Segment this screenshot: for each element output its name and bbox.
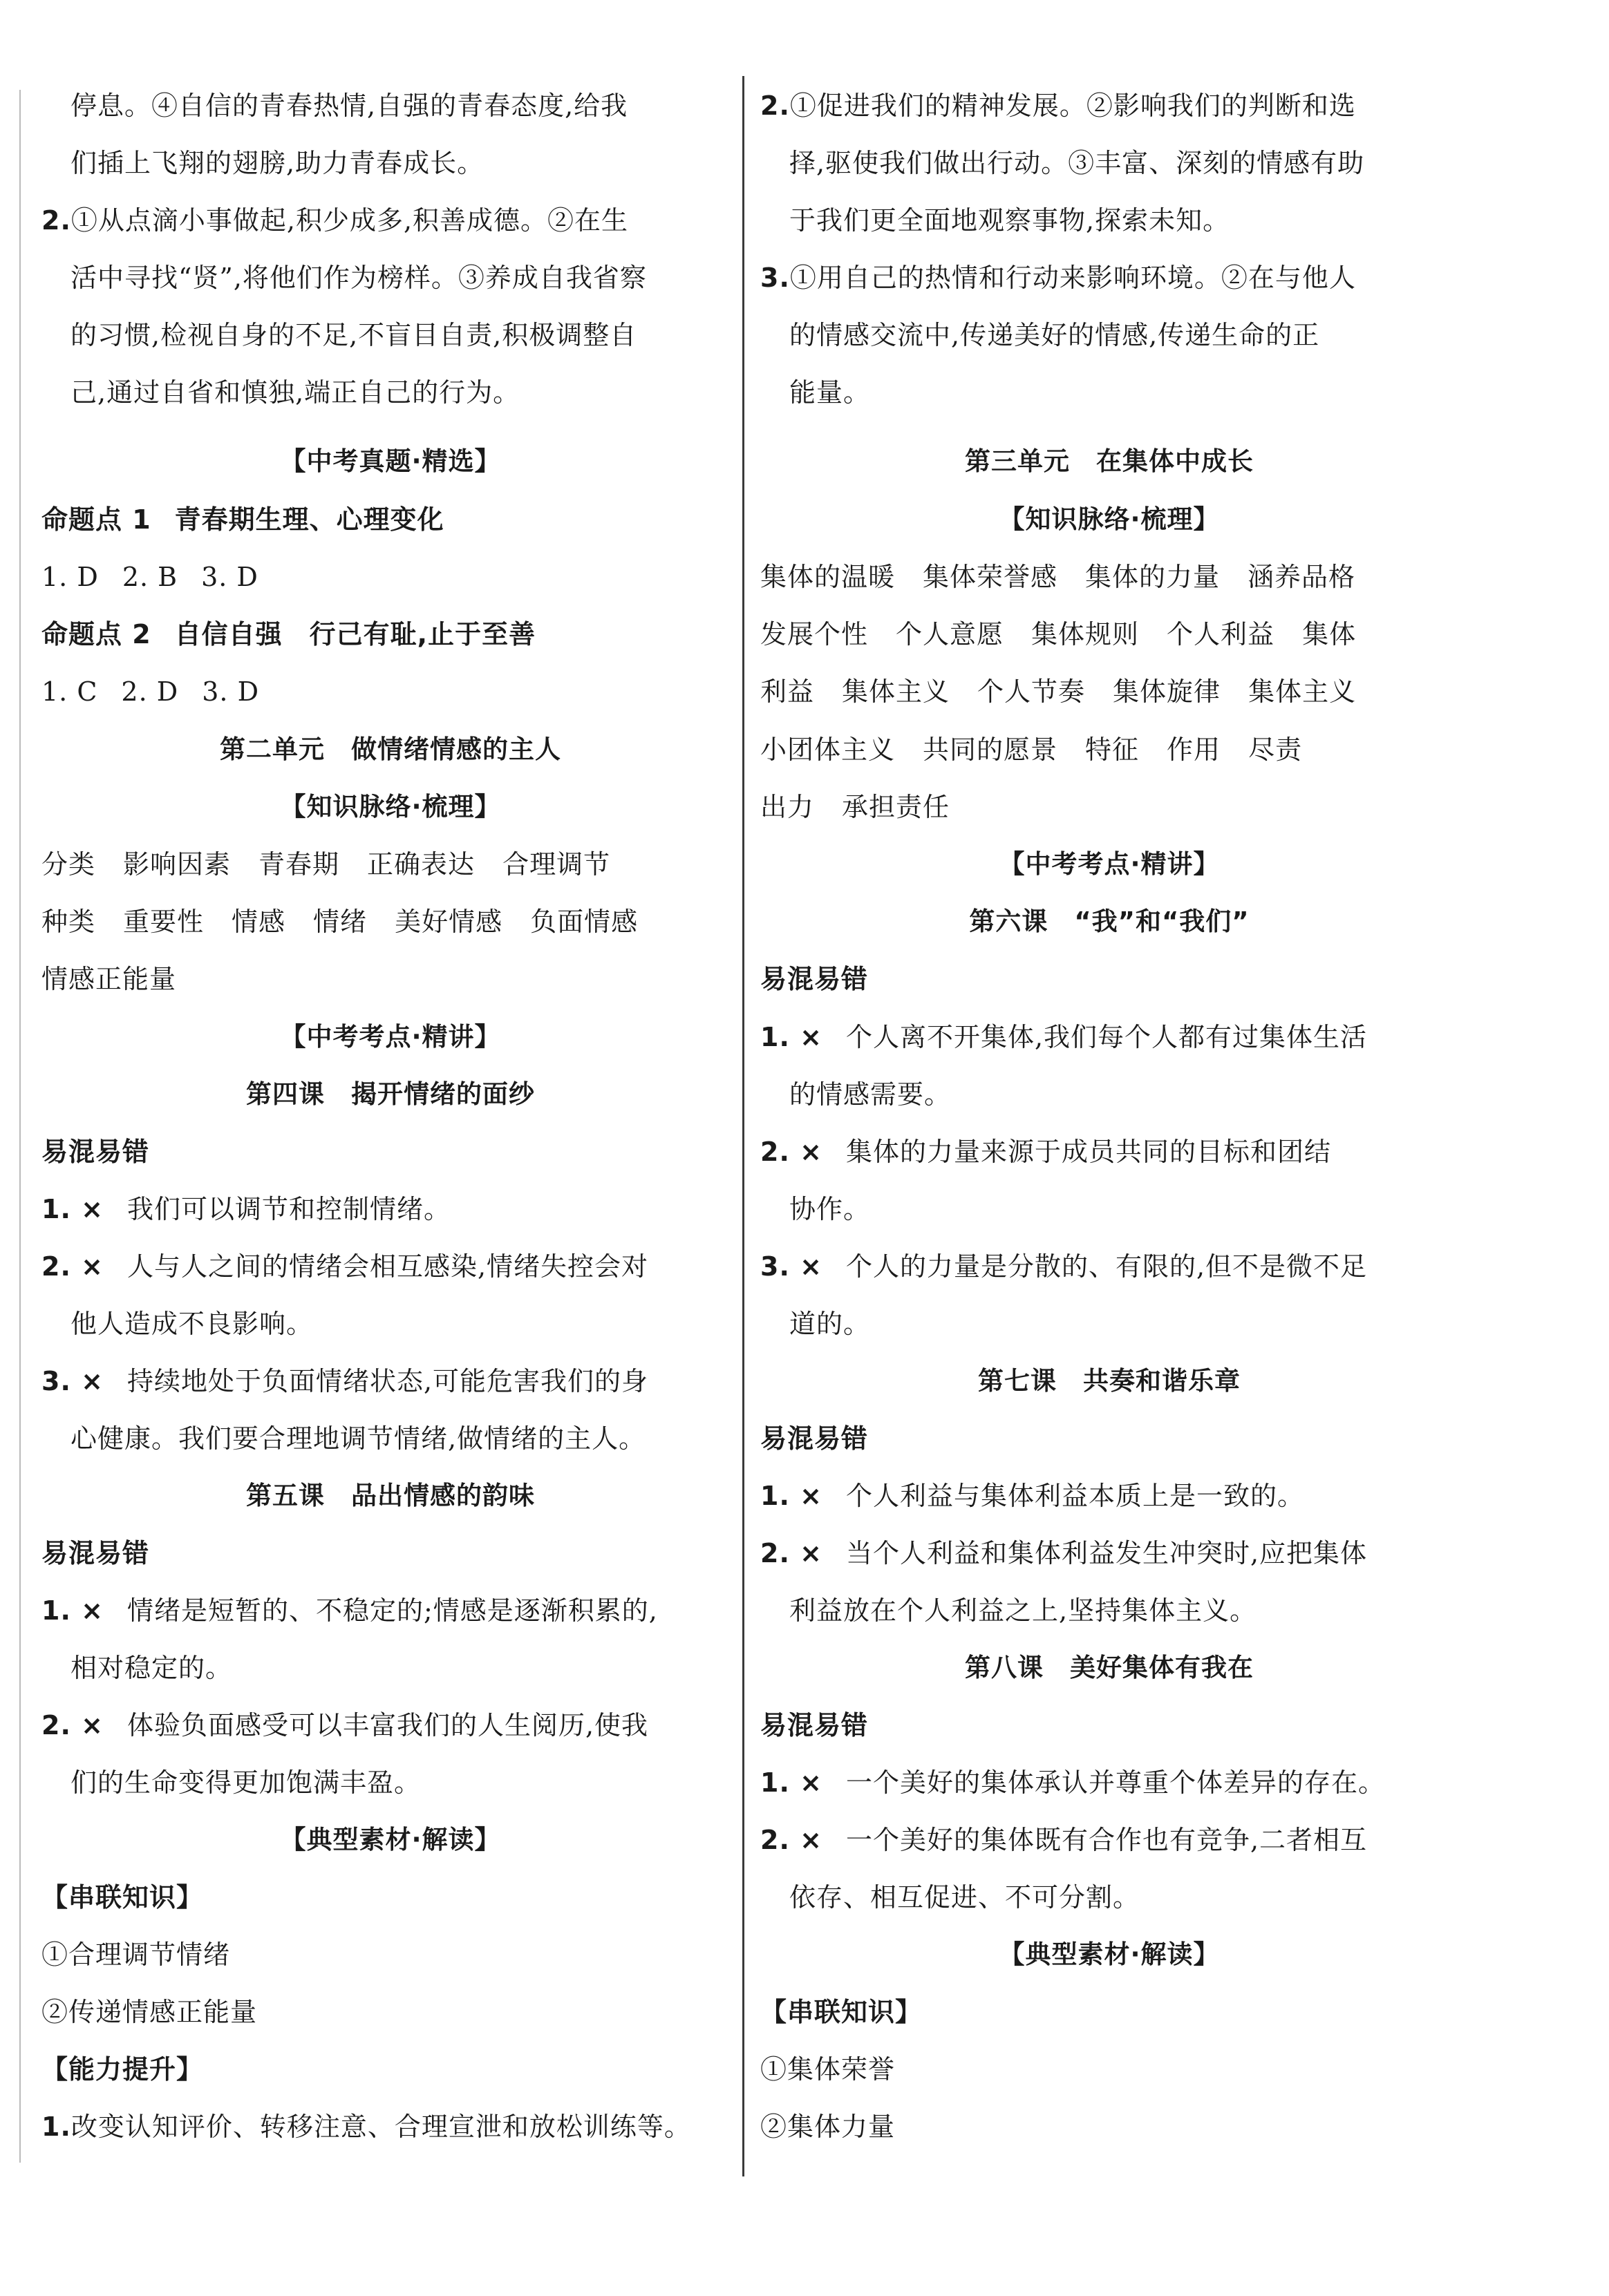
keyword-row [760,732,1302,767]
item-number: 1. × [760,1481,822,1511]
list-item: ①集体荣誉 [760,2054,896,2085]
answer-item [760,1479,1304,1513]
item-number: 1. × [41,1595,104,1626]
keyword: 集体主义 [1248,676,1357,707]
lesson-title: 第五课 品出情感的韵味 [246,1481,535,1510]
answer-item [41,2109,691,2144]
keyword: 个人意愿 [896,619,1004,649]
item-number: 2. [760,91,790,121]
keyword-row [760,617,1356,652]
subheading: 易混易错 [760,1710,869,1740]
section-heading: 【知识脉络·梳理】 [280,792,501,822]
keyword: 作用 [1167,734,1221,765]
keyword: 正确表达 [367,849,476,880]
keyword: 尽责 [1248,734,1303,765]
keyword: 共同的愿景 [923,734,1058,765]
answer-row [41,560,258,594]
item-text: ①用自己的热情和行动来影响环境。②在与他人 [789,263,1356,293]
item-text: 一个美好的集体承认并尊重个体差异的存在。 [845,1767,1385,1798]
list-item: ②集体力量 [760,2112,896,2142]
item-text: 个人利益与集体利益本质上是一致的。 [845,1481,1304,1511]
item-text: 一个美好的集体既有合作也有竞争,二者相互 [845,1825,1368,1855]
keyword: 集体 [1302,619,1357,649]
keyword: 出力 [760,792,815,822]
unit-title: 第二单元 做情绪情感的主人 [220,734,561,764]
text-line: 的习惯,检视自身的不足,不盲目自责,积极调整自 [70,320,637,350]
keyword-row [41,904,638,939]
answer-item [760,1765,1385,1800]
keyword: 情绪 [313,907,368,937]
item-text: 当个人利益和集体利益发生冲突时,应把集体 [845,1538,1368,1568]
text-line: 的情感交流中,传递美好的情感,传递生命的正 [789,320,1320,350]
keyword: 发展个性 [760,619,869,649]
item-text: 情绪是短暂的、不稳定的;情感是逐渐积累的, [126,1595,658,1626]
answer: 2. D [121,676,179,707]
text-line: 择,驱使我们做出行动。③丰富、深刻的情感有助 [789,148,1365,178]
keyword: 集体荣誉感 [923,562,1058,592]
answer-item [760,1823,1367,1857]
answer: 1. C [41,676,98,707]
item-number: 1. × [41,1194,104,1224]
item-text: 改变认知评价、转移注意、合理宣泄和放松训练等。 [70,2112,691,2142]
topic-label: 命题点 1 [41,504,151,535]
section-heading: 【典型素材·解读】 [999,1939,1220,1969]
item-number: 1. × [760,1022,822,1052]
keyword: 利益 [760,676,815,707]
topic-text: 青春期生理、心理变化 [174,504,444,535]
item-text: 体验负面感受可以丰富我们的人生阅历,使我 [126,1710,649,1740]
answer-item [41,1249,648,1284]
text-line: 心健康。我们要合理地调节情绪,做情绪的主人。 [70,1423,646,1454]
keyword: 小团体主义 [760,734,896,765]
unit-title: 第三单元 在集体中成长 [965,446,1254,476]
text-line: 的情感需要。 [789,1079,952,1110]
text-line: 们插上飞翔的翅膀,助力青春成长。 [70,148,484,178]
text-line: 停息。④自信的青春热情,自强的青春态度,给我 [70,91,628,121]
answer-item [41,1593,658,1628]
keyword: 负面情感 [530,907,639,937]
answer-item [760,1536,1367,1571]
answer: 3. D [202,676,260,707]
keyword: 特征 [1085,734,1140,765]
item-number: 2. × [41,1710,104,1740]
subheading: 【串联知识】 [41,1882,204,1913]
item-number: 1. × [760,1767,822,1798]
section-heading: 【典型素材·解读】 [280,1825,501,1854]
list-item: ②传递情感正能量 [41,1997,258,2027]
text-line: 于我们更全面地观察事物,探索未知。 [789,205,1230,236]
topic-point [41,617,536,652]
item-text: 个人离不开集体,我们每个人都有过集体生活 [845,1022,1368,1052]
answer: 3. D [201,562,258,592]
text-line: 己,通过自省和慎独,端正自己的行为。 [70,377,520,408]
item-number: 2. [41,205,71,236]
keyword: 合理调节 [502,849,611,880]
answer-item [760,1020,1367,1054]
text-line: 活中寻找“贤”,将他们作为榜样。③养成自我省察 [70,263,647,293]
keyword-row [760,560,1355,594]
keyword-row [760,790,950,824]
item-number: 1. [41,2112,71,2142]
topic-text: 自信自强 行己有耻,止于至善 [174,619,536,649]
answer-item [760,1135,1331,1169]
answer-item [760,1249,1367,1284]
keyword: 集体规则 [1031,619,1140,649]
column-divider [742,76,744,2176]
answer-row [41,674,259,709]
keyword: 集体旋律 [1113,676,1221,707]
keyword-row [41,847,610,882]
subheading: 易混易错 [760,964,869,994]
answer-item [41,1192,451,1226]
keyword-row [41,962,176,996]
item-text: 个人的力量是分散的、有限的,但不是微不足 [845,1251,1368,1282]
keyword: 美好情感 [395,907,503,937]
answer-item [760,260,1356,295]
keyword: 承担责任 [842,792,950,822]
text-line: 能量。 [789,377,871,408]
subheading: 易混易错 [41,1538,150,1568]
text-line: 相对稳定的。 [70,1653,233,1683]
keyword: 青春期 [258,849,340,880]
item-text: 人与人之间的情绪会相互感染,情绪失控会对 [126,1251,649,1282]
item-text: 集体的力量来源于成员共同的目标和团结 [845,1137,1331,1167]
section-heading: 【知识脉络·梳理】 [999,504,1220,534]
list-item: ①合理调节情绪 [41,1939,231,1970]
answer-item [760,88,1356,123]
item-number: 2. × [760,1137,822,1167]
lesson-title: 第八课 美好集体有我在 [965,1653,1254,1682]
item-text: 我们可以调节和控制情绪。 [126,1194,451,1224]
keyword: 个人利益 [1167,619,1275,649]
section-heading: 【中考真题·精选】 [280,446,501,476]
keyword: 情感 [232,907,286,937]
keyword: 种类 [41,907,96,937]
text-line: 道的。 [789,1309,871,1339]
answer-item [41,1708,648,1743]
text-line: 他人造成不良影响。 [70,1309,314,1339]
text-line: 利益放在个人利益之上,坚持集体主义。 [789,1595,1257,1626]
subheading: 易混易错 [41,1137,150,1167]
item-number: 2. × [760,1825,822,1855]
item-number: 2. × [41,1251,104,1282]
text-line: 们的生命变得更加饱满丰盈。 [70,1767,422,1798]
answer-item [41,203,628,238]
answer: 2. B [122,562,178,592]
keyword-row [760,674,1356,709]
lesson-title: 第七课 共奏和谐乐章 [978,1366,1241,1396]
subheading: 【能力提升】 [41,2054,204,2085]
keyword: 个人节奏 [977,676,1086,707]
topic-label: 命题点 2 [41,619,151,649]
text-line: 依存、相互促进、不可分割。 [789,1882,1140,1913]
answer-item [41,1364,648,1398]
lesson-title: 第六课 “我”和“我们” [969,907,1250,936]
keyword: 集体的温暖 [760,562,896,592]
topic-point [41,502,444,537]
item-text: 持续地处于负面情绪状态,可能危害我们的身 [126,1366,649,1396]
item-number: 3. × [760,1251,822,1282]
item-number: 3. [760,263,790,293]
item-text: ①从点滴小事做起,积少成多,积善成德。②在生 [70,205,629,236]
section-heading: 【中考考点·精讲】 [280,1022,501,1052]
keyword: 影响因素 [123,849,232,880]
left-column [41,0,740,2296]
item-text: ①促进我们的精神发展。②影响我们的判断和选 [789,91,1356,121]
keyword: 分类 [41,849,96,880]
right-column [760,0,1458,2296]
section-heading: 【中考考点·精讲】 [999,849,1220,879]
keyword: 集体的力量 [1085,562,1221,592]
keyword: 重要性 [123,907,205,937]
keyword: 集体主义 [842,676,950,707]
lesson-title: 第四课 揭开情绪的面纱 [246,1079,535,1109]
subheading: 易混易错 [760,1423,869,1454]
text-line: 协作。 [789,1194,871,1224]
keyword: 涵养品格 [1248,562,1356,592]
item-number: 2. × [760,1538,822,1568]
subheading: 【串联知识】 [760,1997,923,2027]
page-edge-rule [19,90,21,2163]
keyword: 情感正能量 [41,964,177,994]
item-number: 3. × [41,1366,104,1396]
answer: 1. D [41,562,99,592]
